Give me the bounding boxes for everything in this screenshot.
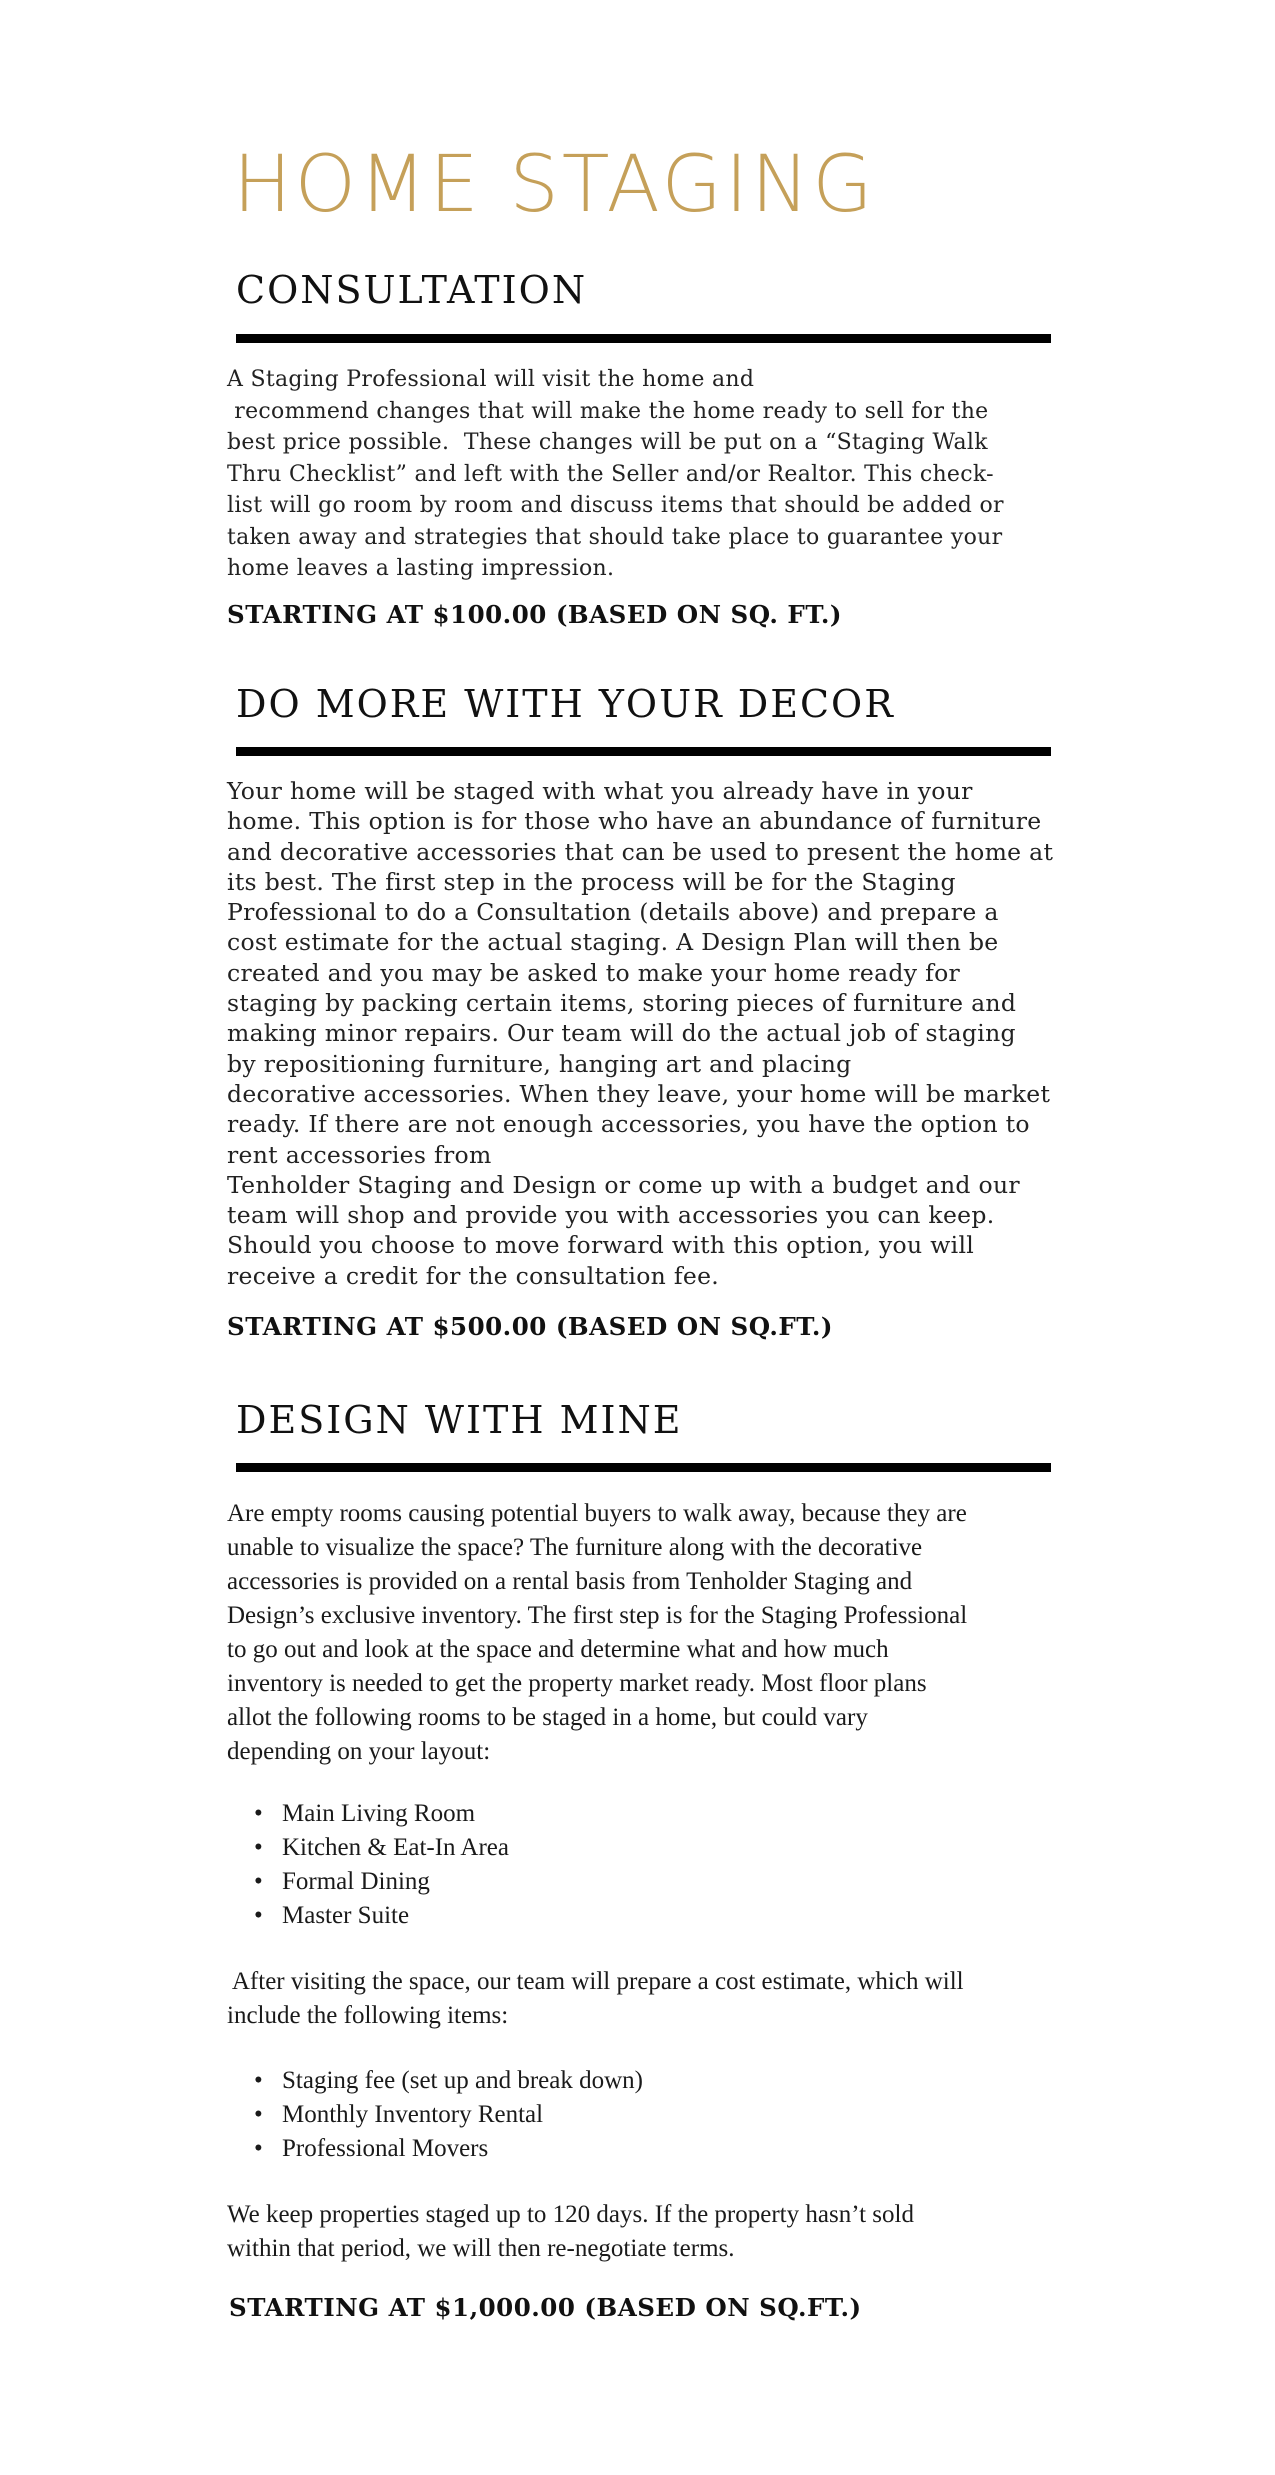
text-line: After visiting the space, our team will prepare a cost estimate, which will <box>227 1968 964 1995</box>
consultation-price: STARTING AT $100.00 (BASED ON SQ. FT.) <box>227 600 843 629</box>
decor-divider <box>236 747 1051 756</box>
design-intro-text <box>227 1497 1067 1769</box>
decor-price: STARTING AT $500.00 (BASED ON SQ.FT.) <box>227 1312 833 1341</box>
text-line: unable to visualize the space? The furniture along with the decorative <box>227 1534 923 1561</box>
text-line: A Staging Professional will visit the home and <box>227 367 755 392</box>
text-line: and decorative accessories that can be used to present the home at <box>227 837 1054 866</box>
consultation-divider <box>236 334 1051 343</box>
text-line: ready. If there are not enough accessories, you have the option to <box>227 1110 1030 1139</box>
text-line: accessories is provided on a rental basis from Tenholder Staging and <box>227 1568 913 1595</box>
consultation-text <box>227 364 1057 585</box>
decor-text <box>227 776 1057 1291</box>
bullet-icon: • <box>254 2067 263 2094</box>
item-label: Monthly Inventory Rental <box>282 2101 544 2128</box>
text-line: making minor repairs. Our team will do the actual job of staging <box>227 1019 1016 1048</box>
list-item <box>254 1899 509 1933</box>
bullet-icon: • <box>254 1834 263 1861</box>
text-line: to go out and look at the space and determine what and how much <box>227 1636 889 1663</box>
text-line: best price possible. These changes will be put on a “Staging Walk <box>227 430 988 455</box>
text-line: home. This option is for those who have an abundance of furniture <box>227 807 1042 836</box>
text-line: We keep properties staged up to 120 days. If the property hasn’t sold <box>227 2201 914 2228</box>
list-item <box>254 2098 643 2132</box>
text-line: cost estimate for the actual staging. A Design Plan will then be <box>227 928 999 957</box>
design-closing-text <box>227 2198 1067 2266</box>
text-line: by repositioning furniture, hanging art and placing <box>227 1049 852 1078</box>
bullet-icon: • <box>254 2135 263 2162</box>
design-divider <box>236 1463 1051 1472</box>
list-item <box>254 1831 509 1865</box>
rooms-list <box>254 1797 509 1933</box>
list-item <box>254 2064 643 2098</box>
room-label: Kitchen & Eat-In Area <box>282 1834 509 1861</box>
list-item <box>254 1797 509 1831</box>
list-item <box>254 2132 643 2166</box>
text-line: Tenholder Staging and Design or come up with a budget and our <box>227 1170 1020 1199</box>
text-line: staging by packing certain items, storing pieces of furniture and <box>227 989 1017 1018</box>
text-line: its best. The first step in the process will be for the Staging <box>227 867 956 896</box>
item-label: Staging fee (set up and break down) <box>282 2067 643 2094</box>
text-line: Your home will be staged with what you already have in your <box>227 777 973 805</box>
text-line: receive a credit for the consultation fee. <box>227 1261 720 1290</box>
text-line: decorative accessories. When they leave, your home will be market <box>227 1079 1051 1108</box>
room-label: Master Suite <box>282 1902 410 1929</box>
text-line: Are empty rooms causing potential buyers to walk away, because they are <box>227 1500 967 1527</box>
text-line: created and you may be asked to make your home ready for <box>227 958 961 987</box>
text-line: home leaves a lasting impression. <box>227 556 615 581</box>
text-line: allot the following rooms to be staged in a home, but could vary <box>227 1704 868 1731</box>
room-label: Main Living Room <box>282 1800 476 1827</box>
text-line: Thru Checklist” and left with the Seller and/or Realtor. This check- <box>227 461 994 487</box>
decor-heading: DO MORE WITH YOUR DECOR <box>236 682 895 726</box>
bullet-icon: • <box>254 2101 263 2128</box>
item-label: Professional Movers <box>282 2135 489 2162</box>
text-line: recommend changes that will make the home ready to sell for the <box>227 398 989 424</box>
items-list <box>254 2064 643 2166</box>
bullet-icon: • <box>254 1800 263 1827</box>
bullet-icon: • <box>254 1868 263 1895</box>
text-line: Professional to do a Consultation (details above) and prepare a <box>227 898 999 927</box>
consultation-heading: CONSULTATION <box>236 268 588 312</box>
room-label: Formal Dining <box>282 1868 430 1895</box>
text-line: include the following items: <box>227 2002 509 2029</box>
page-title: HOME STAGING <box>233 140 876 230</box>
text-line: team will shop and provide you with accessories you can keep. <box>227 1201 995 1230</box>
text-line: within that period, we will then re-negotiate terms. <box>227 2235 735 2262</box>
design-estimate-text <box>227 1965 1067 2033</box>
list-item <box>254 1865 509 1899</box>
text-line: list will go room by room and discuss items that should be added or <box>227 493 1004 518</box>
bullet-icon: • <box>254 1902 263 1929</box>
text-line: Should you choose to move forward with this option, you will <box>227 1231 975 1260</box>
text-line: taken away and strategies that should take place to guarantee your <box>227 524 1003 550</box>
text-line: depending on your layout: <box>227 1738 491 1765</box>
design-heading: DESIGN WITH MINE <box>236 1398 683 1442</box>
design-price: STARTING AT $1,000.00 (BASED ON SQ.FT.) <box>229 2293 862 2322</box>
text-line: inventory is needed to get the property market ready. Most floor plans <box>227 1670 927 1697</box>
text-line: rent accessories from <box>227 1140 492 1169</box>
text-line: Design’s exclusive inventory. The first step is for the Staging Professional <box>227 1602 968 1629</box>
